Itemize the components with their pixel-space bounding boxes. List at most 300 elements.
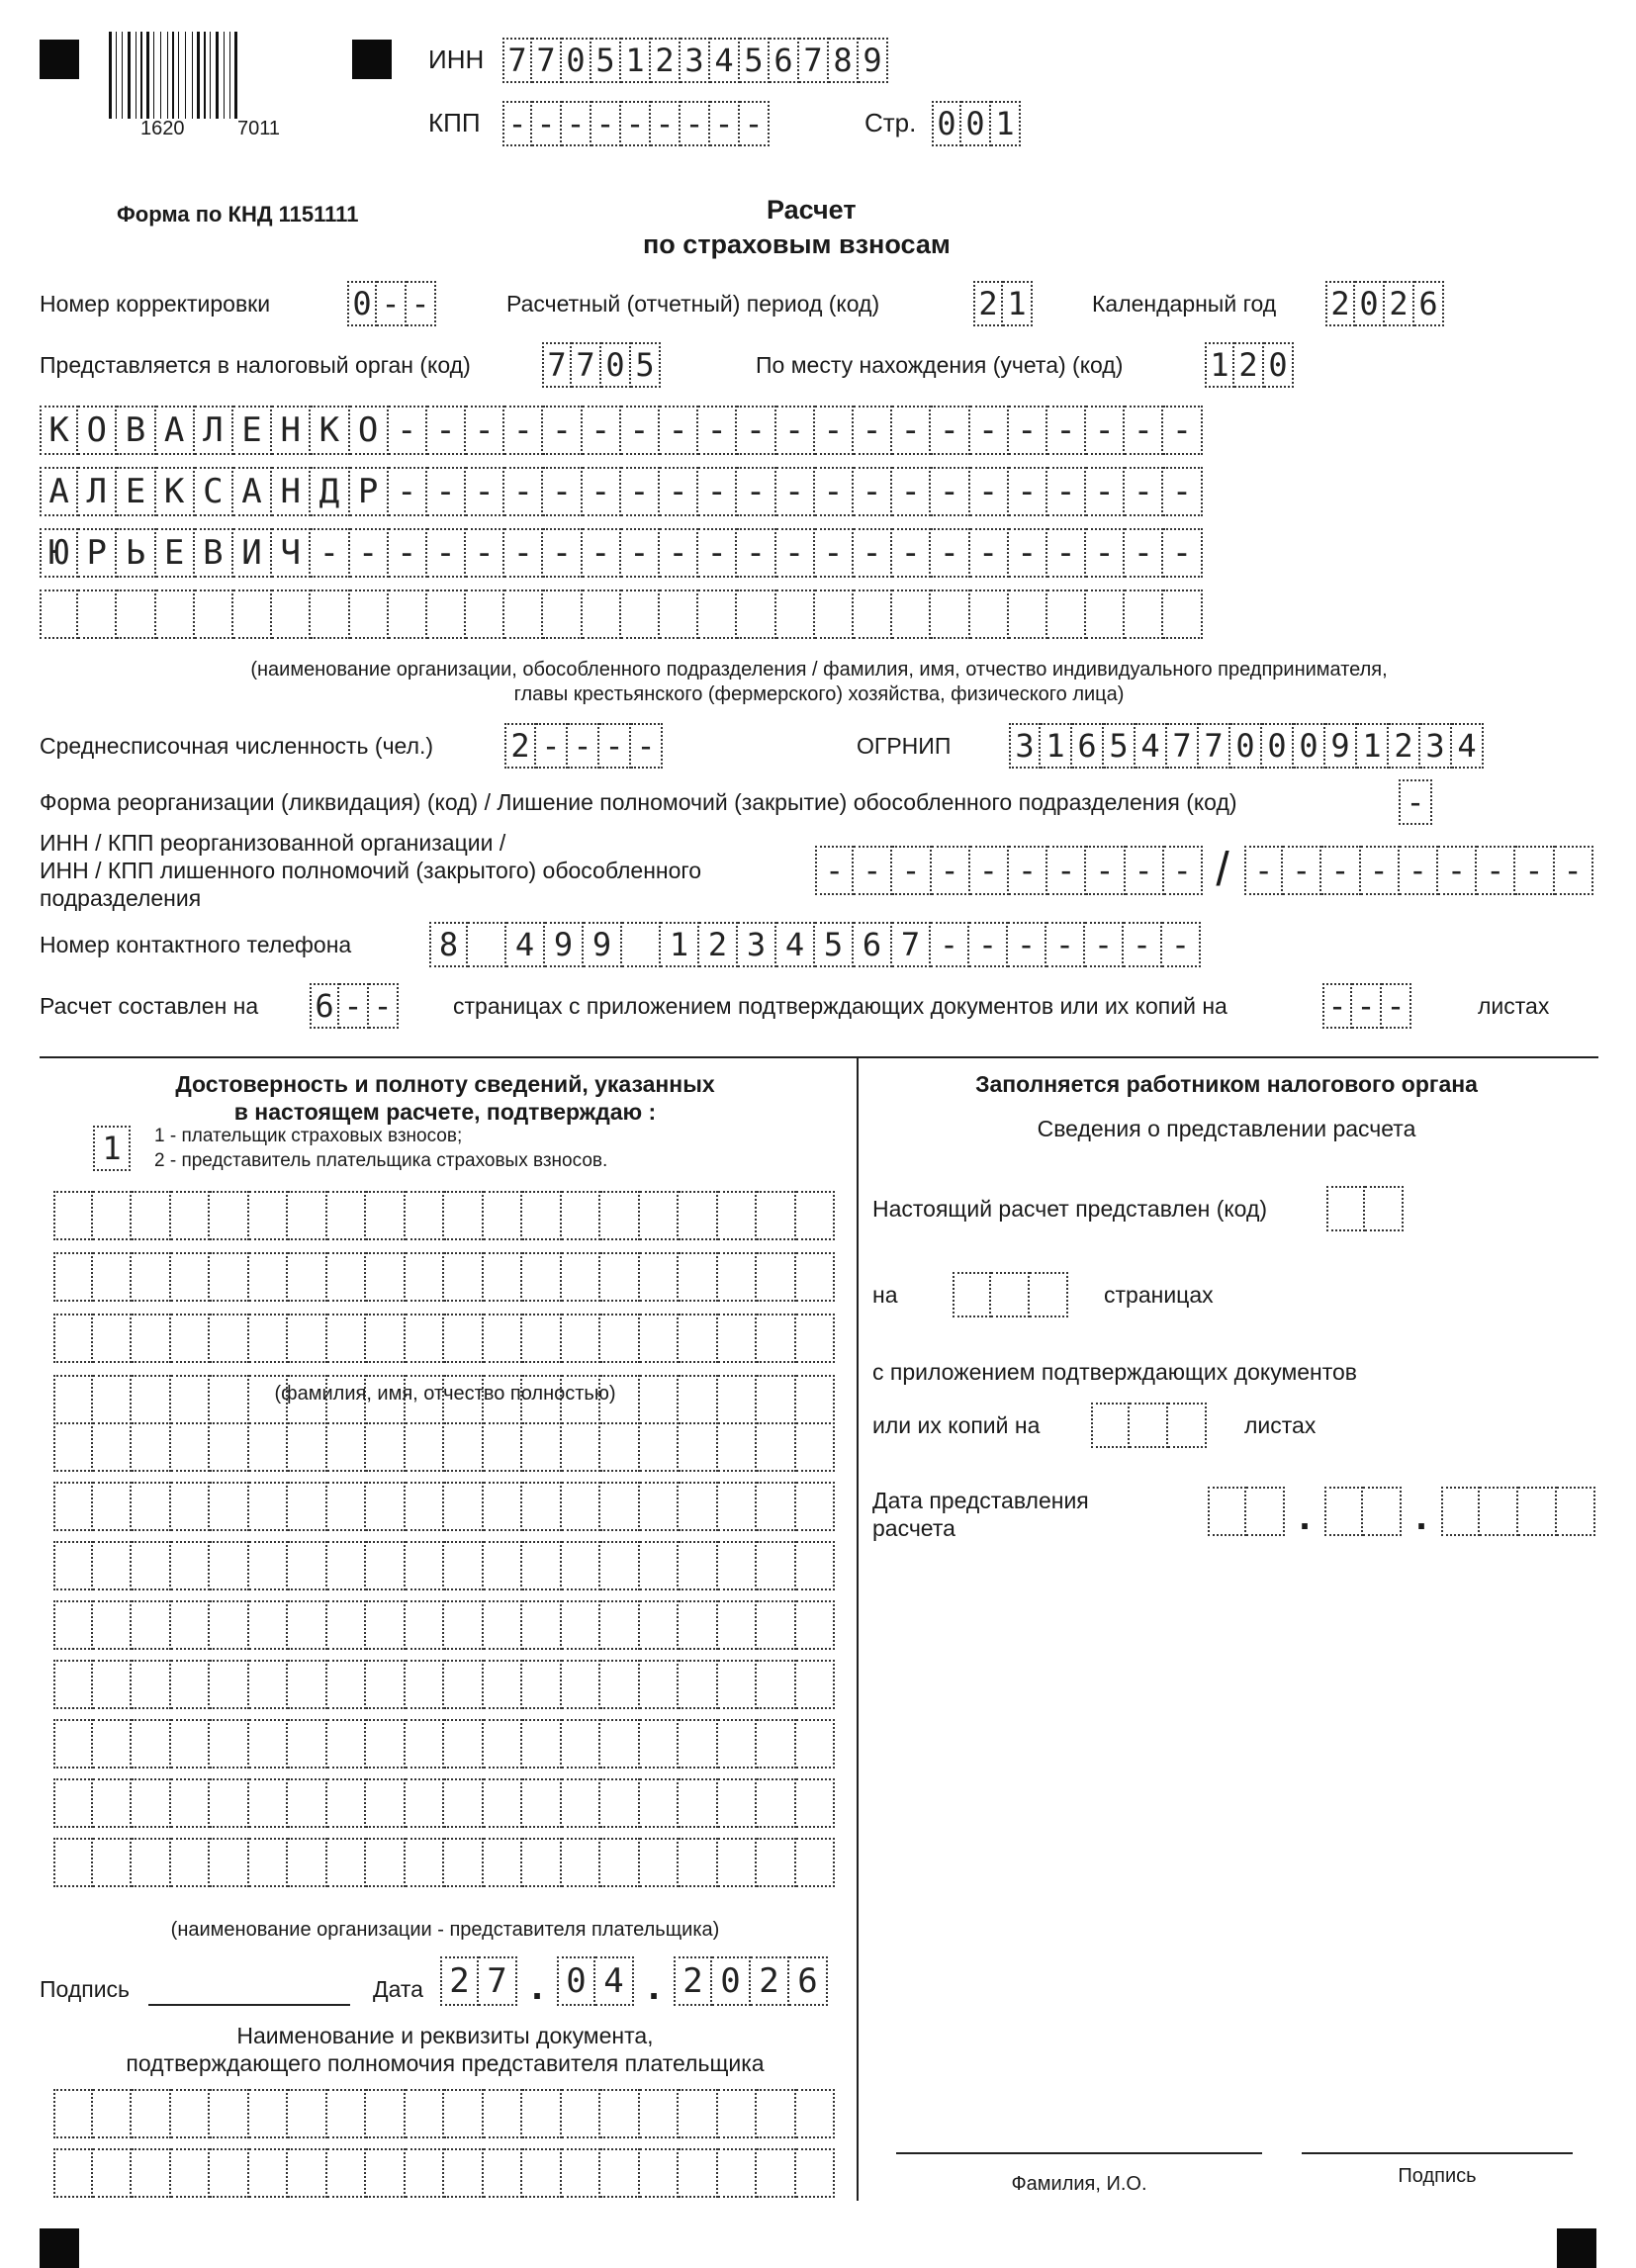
comb-cell: [288, 1314, 327, 1363]
comb-cell: [53, 1482, 93, 1531]
comb-cell: [171, 1719, 211, 1769]
comb-cell: [737, 590, 775, 639]
comb-cell: -: [466, 467, 504, 516]
barcode-bar: [172, 32, 174, 119]
comb-cell: [53, 1191, 93, 1240]
comb-cell: [210, 2148, 249, 2198]
comb-cell: 2: [1389, 723, 1420, 769]
comb-cell: [327, 1191, 367, 1240]
correction-comb[interactable]: [347, 281, 436, 326]
comb-cell: -: [854, 528, 892, 578]
comb-cell: [484, 1314, 523, 1363]
comb-cell: -: [1399, 779, 1432, 825]
comb-cell: [796, 1719, 836, 1769]
comb-cell: 9: [1325, 723, 1357, 769]
barcode-bar: [128, 32, 131, 119]
barcode-bar: [210, 32, 211, 119]
comb-cell: 5: [591, 38, 621, 83]
comb-cell: [679, 1252, 718, 1302]
comb-cell: [484, 1482, 523, 1531]
comb-cell: [522, 1314, 562, 1363]
comb-cell: -: [660, 528, 698, 578]
comb-cell: [249, 1422, 289, 1472]
comb-cell: 1: [93, 1126, 131, 1171]
comb-cell: [931, 590, 969, 639]
officer-fio-line[interactable]: [896, 2152, 1262, 2154]
period-comb[interactable]: [973, 281, 1033, 326]
comb-cell: Ч: [272, 528, 311, 578]
comb-cell: 5: [815, 922, 854, 967]
comb-cell: 0: [1294, 723, 1325, 769]
comb-cell: [311, 590, 349, 639]
officer-pages-comb[interactable]: [953, 1272, 1068, 1317]
comb-cell: А: [40, 467, 78, 516]
location-comb[interactable]: [1205, 342, 1294, 388]
comb-cell: [53, 1778, 93, 1828]
comb-cell: 2: [1385, 281, 1414, 326]
comb-cell: [210, 2089, 249, 2138]
comb-cell: [757, 1252, 796, 1302]
comb-cell: [288, 1600, 327, 1650]
comb-cell: [171, 1314, 211, 1363]
comb-cell: [210, 1314, 249, 1363]
comb-cell: -: [1400, 846, 1438, 895]
barcode-bar: [192, 32, 193, 119]
comb-cell: [640, 2089, 680, 2138]
rep-org-row-6-comb[interactable]: [53, 1719, 835, 1769]
comb-cell: -: [1086, 846, 1125, 895]
comb-cell: [171, 1778, 211, 1828]
comb-cell: -: [970, 528, 1009, 578]
comb-cell: [466, 590, 504, 639]
name-row-1-comb[interactable]: [40, 406, 1203, 455]
ogrnip-comb[interactable]: [1009, 723, 1484, 769]
comb-cell: 2: [1234, 342, 1264, 388]
comb-cell: [406, 1600, 445, 1650]
submission-date-day-comb[interactable]: [1208, 1487, 1285, 1536]
comb-cell: [210, 1252, 249, 1302]
comb-cell: 5: [1104, 723, 1136, 769]
confirm-option-2: 2 - представитель плательщика страховых взносов.: [154, 1150, 608, 1171]
comb-cell: 6: [789, 1956, 828, 2006]
comb-cell: 7: [572, 342, 601, 388]
comb-cell: [562, 1838, 601, 1887]
comb-cell: -: [932, 846, 970, 895]
comb-cell: [484, 1422, 523, 1472]
comb-cell: [1125, 590, 1163, 639]
comb-cell: [796, 1422, 836, 1472]
comb-cell: -: [1046, 922, 1085, 967]
comb-cell: [1168, 1403, 1207, 1448]
kpp-comb[interactable]: [502, 101, 770, 146]
doc-row-2-comb[interactable]: [53, 2148, 835, 2198]
comb-cell: [1518, 1487, 1557, 1536]
comb-cell: -: [621, 467, 660, 516]
comb-cell: [640, 1252, 680, 1302]
comb-cell: [210, 1541, 249, 1590]
rep-org-row-4-comb[interactable]: [53, 1600, 835, 1650]
comb-cell: -: [583, 467, 621, 516]
officer-sheets-comb[interactable]: [1091, 1403, 1207, 1448]
comb-cell: [288, 1191, 327, 1240]
reorg-inn-comb[interactable]: [815, 846, 1203, 895]
name-row-2-comb[interactable]: [40, 467, 1203, 516]
comb-cell: [796, 1600, 836, 1650]
rep-org-row-3-comb[interactable]: [53, 1541, 835, 1590]
comb-cell: [288, 1482, 327, 1531]
rep-org-row-8-comb[interactable]: [53, 1838, 835, 1887]
comb-cell: -: [776, 406, 815, 455]
comb-cell: [444, 2089, 484, 2138]
comb-cell: 7: [1167, 723, 1199, 769]
comb-cell: [562, 1778, 601, 1828]
year-label: Календарный год: [1092, 291, 1277, 317]
comb-cell: -: [854, 406, 892, 455]
comb-cell: [249, 2148, 289, 2198]
comb-cell: [93, 2089, 133, 2138]
comb-cell: -: [1125, 406, 1163, 455]
comb-cell: 0: [1230, 723, 1262, 769]
signer-fio-caption: (фамилия, имя, отчество полностью): [274, 1383, 616, 1405]
sheets-label: листах: [1478, 993, 1550, 1019]
comb-cell: 2: [651, 38, 681, 83]
comb-cell: [366, 1314, 406, 1363]
reorg-kpp-comb[interactable]: [1244, 846, 1593, 895]
comb-cell: -: [389, 467, 427, 516]
officer-pages-label: страницах: [1104, 1282, 1214, 1308]
comb-cell: -: [970, 406, 1009, 455]
comb-cell: [1130, 1403, 1168, 1448]
comb-cell: 7: [1199, 723, 1230, 769]
rep-org-caption: (наименование организации - представителя плательщика): [170, 1919, 720, 1941]
comb-cell: -: [350, 528, 389, 578]
rep-org-row-5-comb[interactable]: [53, 1660, 835, 1709]
comb-cell: [1030, 1272, 1068, 1317]
comb-cell: 2: [440, 1956, 479, 2006]
comb-cell: [40, 590, 78, 639]
comb-cell: [562, 1719, 601, 1769]
barcode-number-right: 7011: [237, 118, 281, 139]
date-separator-dot: .: [531, 1964, 543, 2008]
comb-cell: [718, 1541, 758, 1590]
comb-cell: [522, 1660, 562, 1709]
comb-cell: -: [532, 101, 562, 146]
comb-cell: [249, 1838, 289, 1887]
comb-cell: [366, 1838, 406, 1887]
comb-cell: [53, 1314, 93, 1363]
comb-cell: 2: [504, 723, 536, 769]
comb-cell: [757, 1314, 796, 1363]
comb-cell: [484, 1660, 523, 1709]
comb-cell: [679, 1482, 718, 1531]
reorg-code-comb[interactable]: [1399, 779, 1432, 825]
tax-officer-title: Заполняется работником налогового органа: [975, 1071, 1478, 1097]
headcount-comb[interactable]: [504, 723, 663, 769]
comb-cell: [210, 1660, 249, 1709]
comb-cell: 2: [674, 1956, 712, 2006]
name-caption-line2: главы крестьянского (фермерского) хозяйства, физического лица): [513, 683, 1125, 705]
comb-cell: [679, 1314, 718, 1363]
comb-cell: [132, 1314, 171, 1363]
comb-cell: [468, 922, 506, 967]
comb-cell: -: [1047, 528, 1086, 578]
comb-cell: [53, 1422, 93, 1472]
comb-cell: [132, 1482, 171, 1531]
comb-cell: [1047, 590, 1086, 639]
comb-cell: [600, 1719, 640, 1769]
comb-cell: [854, 590, 892, 639]
submission-date[interactable]: [1208, 1487, 1595, 1536]
comb-cell: [796, 1482, 836, 1531]
signing-date-month-comb[interactable]: [557, 1956, 634, 2006]
comb-cell: [288, 1422, 327, 1472]
comb-cell: 1: [1205, 342, 1234, 388]
comb-cell: [679, 1600, 718, 1650]
comb-cell: [600, 1600, 640, 1650]
comb-cell: Р: [350, 467, 389, 516]
rep-org-row-2-comb[interactable]: [53, 1482, 835, 1531]
signature-line[interactable]: [148, 2004, 350, 2006]
comb-cell: [504, 590, 543, 639]
comb-cell: [1091, 1403, 1130, 1448]
officer-signature-line[interactable]: [1302, 2152, 1573, 2154]
comb-cell: [522, 1600, 562, 1650]
comb-cell: -: [710, 101, 740, 146]
reorg-slash: /: [1216, 844, 1229, 896]
comb-cell: -: [698, 467, 737, 516]
comb-cell: К: [311, 406, 349, 455]
signing-date[interactable]: [440, 1956, 828, 2006]
comb-cell: [444, 2148, 484, 2198]
comb-cell: [562, 1314, 601, 1363]
comb-cell: -: [427, 467, 466, 516]
comb-cell: [718, 2148, 758, 2198]
form-title-line2: по страховым взносам: [643, 229, 951, 259]
comb-cell: -: [583, 406, 621, 455]
comb-cell: [249, 1252, 289, 1302]
comb-cell: [484, 1719, 523, 1769]
comb-cell: [679, 1191, 718, 1240]
reorg-inn-label-line1: ИНН / КПП реорганизованной организации /: [40, 830, 506, 856]
comb-cell: [796, 1252, 836, 1302]
comb-cell: 6: [310, 983, 339, 1029]
comb-cell: [484, 2148, 523, 2198]
comb-cell: [484, 1838, 523, 1887]
comb-cell: 4: [1452, 723, 1484, 769]
officer-signature-label: Подпись: [1398, 2165, 1477, 2187]
comb-cell: [600, 1482, 640, 1531]
comb-cell: [132, 1660, 171, 1709]
comb-cell: [53, 1719, 93, 1769]
inn-comb[interactable]: [502, 38, 888, 83]
name-row-4-comb[interactable]: [40, 590, 1203, 639]
barcode-bar: [229, 32, 230, 119]
comb-cell: [444, 1719, 484, 1769]
comb-cell: -: [583, 528, 621, 578]
comb-cell: [679, 1838, 718, 1887]
comb-cell: [93, 1660, 133, 1709]
comb-cell: [698, 590, 737, 639]
comb-cell: [327, 1719, 367, 1769]
phone-label: Номер контактного телефона: [40, 932, 352, 957]
comb-cell: 0: [601, 342, 631, 388]
pages-mid-label: страницах с приложением подтверждающих документов или их копий на: [453, 993, 1227, 1019]
submitted-code-comb[interactable]: [1326, 1186, 1404, 1231]
comb-cell: [522, 1191, 562, 1240]
comb-cell: -: [377, 281, 407, 326]
comb-cell: -: [504, 528, 543, 578]
comb-cell: [444, 1660, 484, 1709]
comb-cell: [366, 1600, 406, 1650]
comb-cell: -: [621, 528, 660, 578]
comb-cell: -: [681, 101, 710, 146]
comb-cell: [249, 1660, 289, 1709]
comb-cell: [93, 1422, 133, 1472]
comb-cell: [640, 1660, 680, 1709]
comb-cell: -: [892, 846, 931, 895]
comb-cell: [210, 1191, 249, 1240]
year-comb[interactable]: [1325, 281, 1444, 326]
comb-cell: [1163, 590, 1202, 639]
name-row-3-comb[interactable]: [40, 528, 1203, 578]
comb-cell: 2: [699, 922, 738, 967]
comb-cell: [757, 1719, 796, 1769]
comb-cell: [600, 2148, 640, 2198]
comb-cell: 0: [1264, 342, 1294, 388]
comb-cell: [679, 1719, 718, 1769]
date-separator-dot: .: [1299, 1495, 1311, 1538]
comb-cell: [757, 1660, 796, 1709]
section-divider: [40, 1056, 1598, 1058]
comb-cell: [970, 590, 1009, 639]
comb-cell: [249, 1541, 289, 1590]
comb-cell: [249, 1600, 289, 1650]
comb-cell: 8: [829, 38, 859, 83]
comb-cell: -: [737, 528, 775, 578]
comb-cell: -: [1086, 528, 1125, 578]
comb-cell: [444, 1482, 484, 1531]
comb-cell: [288, 2089, 327, 2138]
comb-cell: [78, 590, 117, 639]
copies-label: или их копий на: [872, 1412, 1041, 1438]
comb-cell: [327, 1660, 367, 1709]
comb-cell: [366, 1719, 406, 1769]
comb-cell: [600, 1252, 640, 1302]
comb-cell: [679, 1778, 718, 1828]
comb-cell: [406, 1314, 445, 1363]
comb-cell: [444, 1838, 484, 1887]
doc-row-1-comb[interactable]: [53, 2089, 835, 2138]
comb-cell: [93, 1600, 133, 1650]
comb-cell: [366, 1252, 406, 1302]
submission-date-year-comb[interactable]: [1441, 1487, 1595, 1536]
comb-cell: [366, 1422, 406, 1472]
comb-cell: 0: [557, 1956, 595, 2006]
comb-cell: -: [568, 723, 599, 769]
ogrnip-label: ОГРНИП: [857, 733, 952, 759]
comb-cell: [522, 1482, 562, 1531]
confirm-option-1: 1 - плательщик страховых взносов;: [154, 1126, 463, 1146]
comb-cell: [53, 2148, 93, 2198]
comb-cell: [1324, 1487, 1363, 1536]
page-number-comb[interactable]: [932, 101, 1021, 146]
form-code: Форма по КНД 1151111: [117, 202, 359, 227]
confirm-code-comb[interactable]: [93, 1126, 131, 1171]
comb-cell: [562, 1422, 601, 1472]
comb-cell: [757, 1600, 796, 1650]
headcount-label: Среднесписочная численность (чел.): [40, 733, 434, 759]
comb-cell: [796, 2089, 836, 2138]
comb-cell: [600, 1778, 640, 1828]
signer-fio-row-3-comb[interactable]: [53, 1314, 835, 1363]
sheets-comb[interactable]: [1322, 983, 1411, 1029]
signer-fio-row-2-comb[interactable]: [53, 1252, 835, 1302]
submission-date-month-comb[interactable]: [1324, 1487, 1402, 1536]
comb-cell: [562, 1252, 601, 1302]
comb-cell: 7: [892, 922, 931, 967]
reorg-label: Форма реорганизации (ликвидация) (код) / Лишение полномочий (закрытие) обособленного подразделения (код): [40, 789, 1237, 815]
comb-cell: -: [970, 846, 1009, 895]
comb-cell: -: [1382, 983, 1411, 1029]
comb-cell: -: [1009, 467, 1047, 516]
comb-cell: [1326, 1186, 1365, 1231]
correction-label: Номер корректировки: [40, 291, 271, 317]
comb-cell: [406, 1252, 445, 1302]
signing-date-day-comb[interactable]: [440, 1956, 517, 2006]
comb-cell: [522, 1778, 562, 1828]
kpp-label: КПП: [428, 108, 481, 137]
attach-label: с приложением подтверждающих документов: [872, 1359, 1358, 1385]
comb-cell: 7: [532, 38, 562, 83]
comb-cell: [53, 1252, 93, 1302]
comb-cell: [327, 2089, 367, 2138]
comb-cell: [171, 1482, 211, 1531]
pages-comb[interactable]: [310, 983, 399, 1029]
comb-cell: [600, 1838, 640, 1887]
comb-cell: [132, 1600, 171, 1650]
rep-org-row-1-comb[interactable]: [53, 1422, 835, 1472]
phone-comb[interactable]: [429, 922, 1201, 967]
tax-office-comb[interactable]: [542, 342, 661, 388]
comb-cell: -: [543, 406, 582, 455]
comb-cell: [53, 1838, 93, 1887]
comb-cell: -: [660, 406, 698, 455]
comb-cell: [93, 1778, 133, 1828]
barcode-number-left: 1620: [140, 118, 185, 139]
comb-cell: [718, 1252, 758, 1302]
comb-cell: [796, 1314, 836, 1363]
rep-org-row-7-comb[interactable]: [53, 1778, 835, 1828]
signer-fio-row-1-comb[interactable]: [53, 1191, 835, 1240]
date-label: Дата: [373, 1976, 423, 2002]
comb-cell: 4: [776, 922, 815, 967]
tax-officer-subtitle: Сведения о представлении расчета: [1037, 1116, 1416, 1141]
comb-cell: [132, 1191, 171, 1240]
date-separator-dot: .: [1415, 1495, 1427, 1538]
comb-cell: К: [156, 467, 195, 516]
comb-cell: -: [931, 922, 969, 967]
comb-cell: [484, 1191, 523, 1240]
signature-label: Подпись: [40, 1976, 131, 2002]
comb-cell: -: [1438, 846, 1477, 895]
comb-cell: [327, 1600, 367, 1650]
comb-cell: -: [389, 406, 427, 455]
barcode-bar: [178, 32, 179, 119]
signing-date-year-comb[interactable]: [674, 1956, 828, 2006]
barcode-bar: [216, 32, 219, 119]
comb-cell: -: [737, 406, 775, 455]
comb-cell: [953, 1272, 991, 1317]
